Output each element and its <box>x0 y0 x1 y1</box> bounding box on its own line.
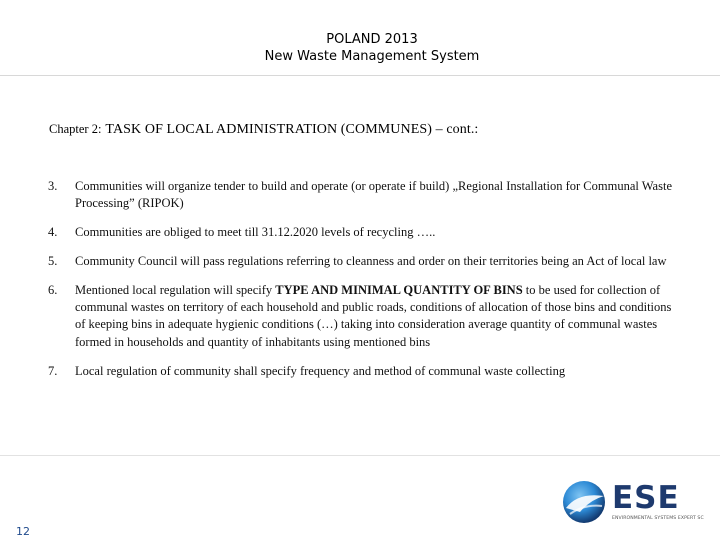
logo-subtitle: ENVIRONMENTAL SYSTEMS EXPERT SC <box>612 516 704 521</box>
item-number: 4. <box>48 225 58 239</box>
page-number: 12 <box>16 525 30 538</box>
ese-logo <box>560 478 710 528</box>
chapter-label: Chapter 2: <box>49 122 102 136</box>
item-text-before: Mentioned local regulation will specify <box>75 283 276 297</box>
globe-icon <box>560 478 610 528</box>
item-number: 7. <box>48 363 58 378</box>
logo-text: ESE <box>612 480 680 516</box>
header-subtitle: New Waste Management System <box>264 49 480 64</box>
item-text <box>75 282 678 351</box>
item-text: Community Council will pass regulations referring to cleanness and order on their territories being an Act of local law <box>75 254 667 268</box>
list-item <box>48 253 678 270</box>
item-number: 6. <box>48 283 58 297</box>
list-item <box>48 178 678 212</box>
chapter-heading <box>49 120 478 138</box>
item-number: 5. <box>48 254 58 268</box>
list-item <box>48 224 678 241</box>
item-number: 3. <box>48 179 58 193</box>
list-item <box>48 282 678 351</box>
slide-header <box>0 31 720 65</box>
numbered-list <box>48 178 678 392</box>
header-title: POLAND 2013 <box>326 32 418 47</box>
chapter-title: TASK OF LOCAL ADMINISTRATION (COMMUNES) – cont.: <box>105 122 479 137</box>
item-text: Communities will organize tender to build and operate (or operate if build) „Regional Installation for Communal Waste Processing” (RIPOK) <box>75 179 672 210</box>
item-text-emphasis: TYPE AND MINIMAL QUANTITY OF BINS <box>275 283 523 297</box>
header-divider <box>0 75 720 76</box>
item-text: Local regulation of community shall specify frequency and method of communal waste collecting <box>75 363 566 378</box>
item-text-after: to be used for collection of communal wastes on territory of each household and public roads, conditions of allocation of those bins and conditions of keeping bins in adequate hygienic conditions (…) taking into consideration average quantity of communal wastes formed in households and quantity of inhabitants using mentioned bins <box>75 283 672 349</box>
item-text: Communities are obliged to meet till 31.12.2020 levels of recycling ….. <box>75 225 436 239</box>
footer-divider <box>0 455 720 456</box>
list-item <box>48 363 678 380</box>
